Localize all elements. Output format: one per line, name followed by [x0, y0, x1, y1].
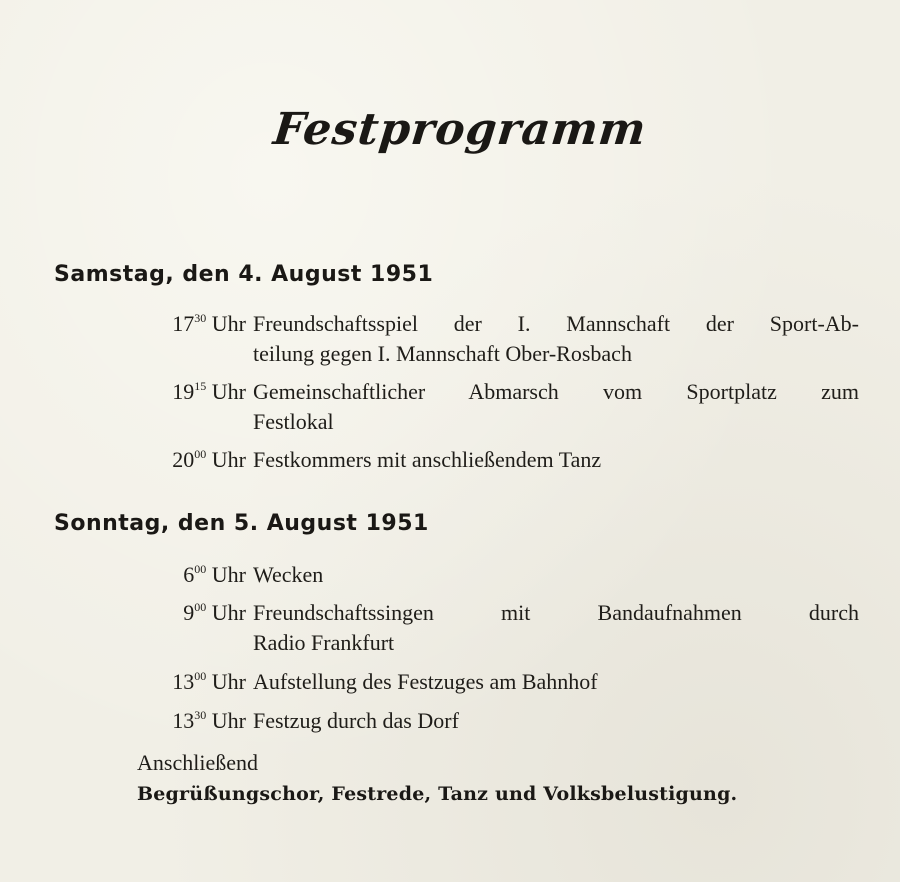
entry-time: $20^{00}$ Uhr — [172, 447, 246, 472]
entry-text: Wecken — [253, 562, 324, 587]
entry-time: $19^{15}$ Uhr — [172, 379, 246, 404]
day-heading-saturday: Samstag, den 4. August 1951 — [54, 262, 434, 287]
entry-time: $17^{30}$ Uhr — [172, 311, 246, 336]
entry-text: Festzug durch das Dorf — [253, 708, 459, 733]
page-title: Festprogramm — [270, 104, 650, 155]
entry-text: Aufstellung des Festzuges am Bahnhof — [253, 669, 598, 694]
closing-line: Begrüßungschor, Festrede, Tanz und Volksbelustigung. — [137, 783, 738, 805]
entry-text: Freundschaftsspiel der I. Mannschaft der Sport-Ab- teilung gegen I. Mannschaft Ober-Rosbach — [253, 311, 859, 366]
entry-time: $9^{00}$ Uhr — [183, 600, 246, 625]
afterward-label: Anschließend — [137, 750, 258, 775]
day-heading-sunday: Sonntag, den 5. August 1951 — [54, 511, 429, 536]
entry-text: Freundschaftssingen mit Bandaufnahmen durch Radio Frankfurt — [253, 600, 859, 655]
entry-text: Gemeinschaftlicher Abmarsch vom Sportplatz zum Festlokal — [253, 379, 859, 434]
entry-time: $13^{00}$ Uhr — [172, 669, 246, 694]
entry-time: $13^{30}$ Uhr — [172, 708, 246, 733]
entry-text: Festkommers mit anschließendem Tanz — [253, 447, 602, 472]
entry-time: $6^{00}$ Uhr — [183, 562, 246, 587]
